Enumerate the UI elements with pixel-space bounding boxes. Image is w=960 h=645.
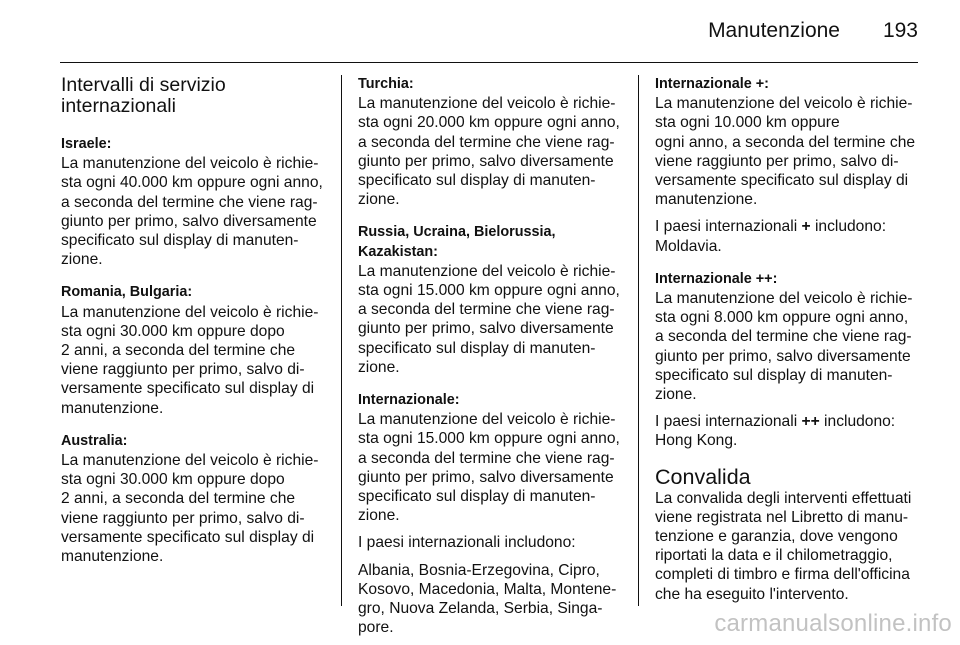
block-label: Internazionale +:: [655, 76, 769, 92]
chapter-title: Manutenzione: [708, 19, 840, 42]
block-text: La manutenzione del veicolo è richie- sta ogni 15.000 km oppure ogni anno, a seconda del termine che viene rag- giunto per primo, salvo diversamente specificato sul display di manuten- zione.: [358, 262, 620, 376]
header-rule: [60, 62, 918, 63]
block-label: Turchia:: [358, 76, 414, 92]
countries-intro: I paesi internazionali includono:: [358, 534, 576, 552]
plusplus-countries-note: I paesi internazionali ++ includono: Hong Kong.: [655, 413, 896, 450]
block-russia: [358, 223, 624, 377]
block-internazionale-plus: [655, 75, 920, 209]
block-text: La manutenzione del veicolo è richie- sta ogni 10.000 km oppure ogni anno, a seconda del termine che viene raggiunto per primo, salvo di- versamente specificato sul display di manutenzione.: [655, 95, 916, 209]
page-number: 193: [882, 19, 918, 42]
plusplus-symbol: ++: [801, 413, 820, 431]
plus-countries-note: I paesi internazionali + includono: Moldavia.: [655, 218, 887, 255]
block-text: La manutenzione del veicolo è richie- sta ogni 15.000 km oppure ogni anno, a seconda del termine che viene rag- giunto per primo, salvo diversamente specificato sul display di manuten- zione.: [358, 411, 620, 525]
block-israele: [61, 135, 327, 269]
block-label: Internazionale:: [358, 392, 460, 409]
block-text: La manutenzione del veicolo è richie- sta ogni 30.000 km oppure dopo 2 anni, a seconda del termine che viene raggiunto per primo, salvo di- versamente specificato sul display di manutenzione.: [61, 452, 319, 566]
section-heading-intervals: Intervalli di servizio internazionali: [61, 74, 226, 117]
block-label: Australia:: [61, 432, 128, 449]
column-divider-2: [638, 75, 639, 606]
block-internazionale-plusplus: [655, 270, 920, 404]
page-header: [60, 0, 918, 54]
block-label: Romania, Bulgaria:: [61, 284, 193, 301]
block-text: La manutenzione del veicolo è richie- sta ogni 8.000 km oppure ogni anno, a seconda del termine che viene rag- giunto per primo, salvo diversamente specificato sul display di manuten- zione.: [655, 290, 913, 404]
countries-list: Albania, Bosnia-Erzegovina, Cipro, Kosovo, Macedonia, Malta, Montene- gro, Nuova Zelanda, Serbia, Singa- pore.: [358, 561, 617, 637]
block-text: La manutenzione del veicolo è richie- sta ogni 30.000 km oppure dopo 2 anni, a seconda del termine che viene raggiunto per primo, salvo di- versamente specificato sul display di manutenzione.: [61, 303, 319, 417]
block-turchia: [358, 75, 624, 209]
watermark: carmanualsonline.info: [714, 610, 952, 637]
block-label: Israele:: [61, 136, 112, 152]
column-3: [655, 75, 920, 604]
block-internazionale: [358, 391, 624, 525]
column-2: [358, 75, 624, 645]
block-label: Russia, Ucraina, Bielorussia, Kazakistan:: [358, 224, 556, 260]
block-text: La manutenzione del veicolo è richie- sta ogni 40.000 km oppure ogni anno, a seconda del termine che viene rag- giunto per primo, salvo diversamente specificato sul display di manuten- zione.: [61, 155, 323, 269]
convalida-text: La convalida degli interventi effettuati viene registrata nel Libretto di manu- tenzione e garanzia, dove vengono riportati la data e il chilometraggio, completi di timbro e firma dell'officina che ha eseguito l'intervento.: [655, 489, 912, 603]
block-australia: [61, 432, 327, 566]
section-heading-convalida: Convalida: [655, 464, 751, 489]
column-1: [61, 75, 327, 580]
block-label: Internazionale ++:: [655, 270, 778, 287]
block-text: La manutenzione del veicolo è richie- sta ogni 20.000 km oppure ogni anno, a seconda del termine che viene rag- giunto per primo, salvo diversamente specificato sul display di manuten- zione.: [358, 95, 620, 209]
plus-symbol: +: [801, 218, 811, 236]
column-divider-1: [341, 75, 342, 606]
block-romania-bulgaria: [61, 283, 327, 417]
